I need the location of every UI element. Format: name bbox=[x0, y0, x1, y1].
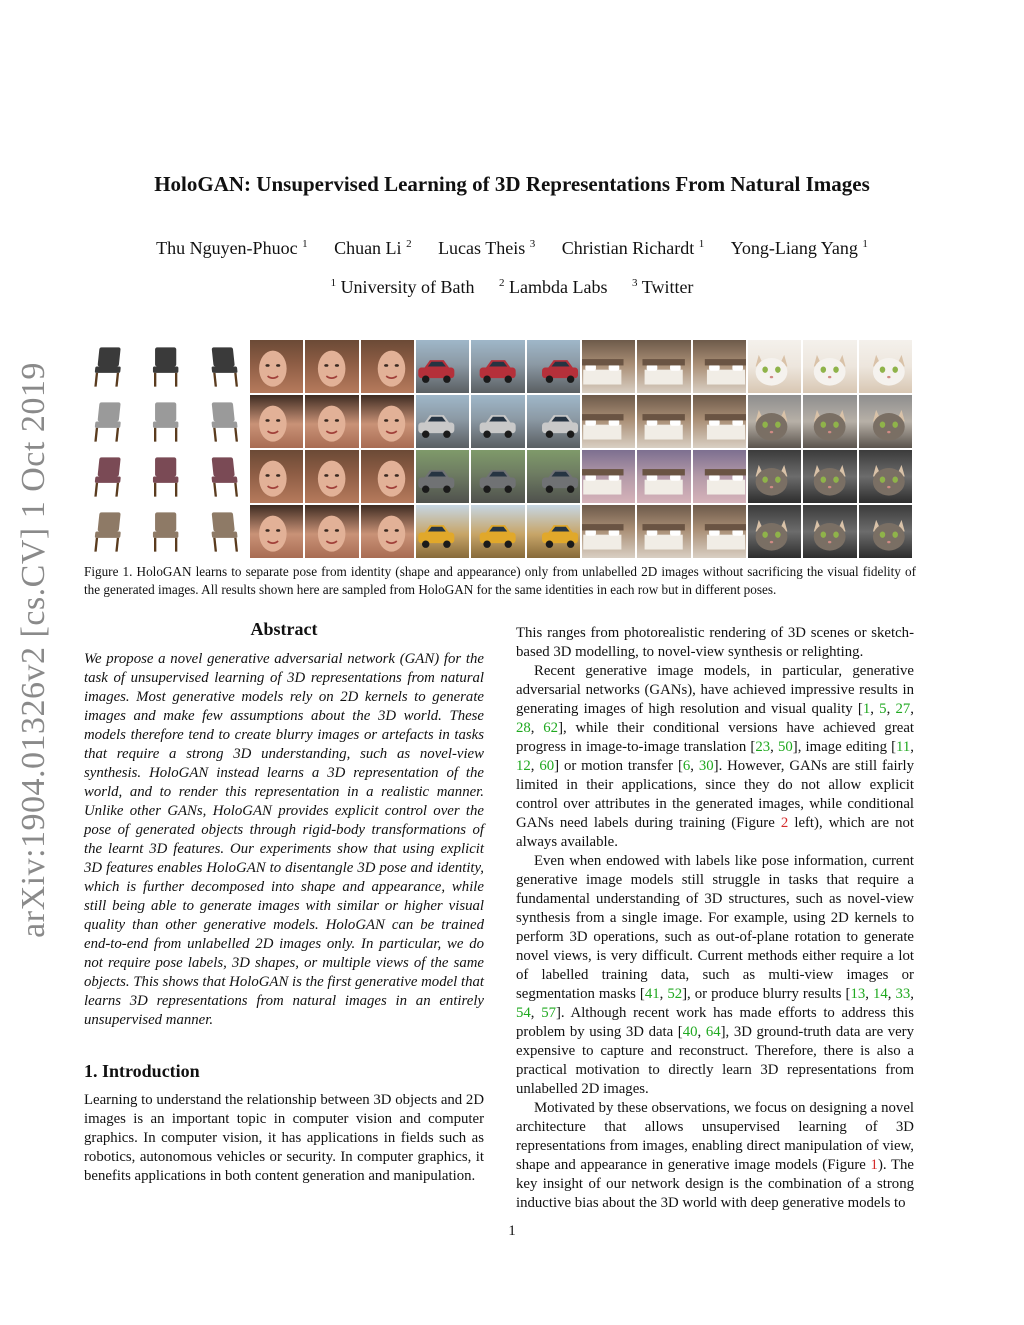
intro-paragraph: Learning to understand the relationship between 3D objects and 2D images is an important topic in computer vision and computer graphics. In computer vision, it has applications in fields such as robotics, autonomous vehicles or security. In computer graphics, it benefits applications in both content generation and manipulation. bbox=[84, 1092, 484, 1184]
author-list bbox=[0, 238, 1024, 259]
citation-link[interactable]: 14 bbox=[872, 986, 888, 1002]
figure-1-image-grid bbox=[84, 340, 912, 558]
citation-link[interactable]: 5 bbox=[879, 701, 887, 717]
author: Christian Richardt $^1$ bbox=[561, 238, 705, 258]
faces-sample-image bbox=[250, 450, 303, 503]
cars-sample-image bbox=[471, 340, 524, 393]
cars-sample-image bbox=[471, 395, 524, 448]
chairs-sample-image bbox=[139, 340, 192, 393]
right-column bbox=[516, 624, 914, 1213]
intro-paragraph: Recent generative image models, in particular, generative adversarial networks (GANs), have achieved impressive results in generating images of high resolution and visual quality [1, 5, 27, 28, 62], while their conditional versions have achieved great progress in image-to-image translation [23, 50], image editing [11, 12, 60] or motion transfer [6, 30]. However, GANs are still fairly limited in their applications, since they do not allow explicit control over attributes in the generated images, while conditional GANs need labels during training (Figure 2 left), which are not always available. bbox=[516, 663, 914, 850]
chairs-sample-image bbox=[195, 450, 248, 503]
citation-link[interactable]: 40 bbox=[682, 1024, 698, 1040]
citation-link[interactable]: 41 bbox=[644, 986, 660, 1002]
citation-link[interactable]: 12 bbox=[516, 758, 531, 774]
author: Yong-Liang Yang $^1$ bbox=[730, 238, 868, 258]
chairs-sample-image bbox=[84, 395, 137, 448]
citation-link[interactable]: 62 bbox=[543, 720, 559, 736]
cats-sample-image bbox=[803, 450, 856, 503]
cats-sample-image bbox=[748, 395, 801, 448]
bedrooms-sample-image bbox=[693, 395, 746, 448]
cars-sample-image bbox=[527, 340, 580, 393]
author: Lucas Theis $^3$ bbox=[438, 238, 536, 258]
citation-link[interactable]: 30 bbox=[698, 758, 714, 774]
cars-sample-image bbox=[416, 505, 469, 558]
citation-link[interactable]: 23 bbox=[755, 739, 771, 755]
citation-link[interactable]: 60 bbox=[539, 758, 555, 774]
faces-sample-image bbox=[361, 505, 414, 558]
citation-link[interactable]: 1 bbox=[862, 701, 871, 717]
cats-sample-image bbox=[859, 395, 912, 448]
cars-sample-image bbox=[527, 395, 580, 448]
chairs-sample-image bbox=[195, 340, 248, 393]
paper-title: HoloGAN: Unsupervised Learning of 3D Representations From Natural Images bbox=[154, 172, 870, 196]
bedrooms-sample-image bbox=[637, 450, 690, 503]
figure-caption: Figure 1. HoloGAN learns to separate pose from identity (shape and appearance) only from unlabelled 2D images without sacrificing the visual fidelity of the generated images. All results shown here are sampled from HoloGAN for the same identities in each row but in different poses. bbox=[84, 564, 916, 597]
citation-link[interactable]: 52 bbox=[667, 986, 683, 1002]
chairs-sample-image bbox=[84, 340, 137, 393]
affiliation-list bbox=[0, 277, 1024, 298]
author: Thu Nguyen-Phuoc $^1$ bbox=[156, 238, 308, 258]
left-column bbox=[84, 620, 484, 1186]
abstract-text: We propose a novel generative adversarial network (GAN) for the task of unsupervised learning of 3D representations from natural images. Most generative models rely on 2D kernels to generate images and make few assumptions about the 3D world. These models therefore tend to create blurry images or artefacts in tasks that require a strong 3D understanding, such as novel-view synthesis. HoloGAN instead learns a 3D representation of the world, and to render this representation in a realistic manner. Unlike other GANs, HoloGAN provides explicit control over the pose of generated objects through rigid-body transformations of the learnt 3D features. Our experiments show that using explicit 3D features enables HoloGAN to disentangle 3D pose and identity, which is further decomposed into shape and appearance, while still being able to generate images with similar or higher visual quality than other generative models. HoloGAN can be trained end-to-end from unlabelled 2D images only. In particular, we do not require pose labels, 3D shapes, or multiple views of the same objects. This shows that HoloGAN is the first generative model that learns 3D representations from natural images in an entirely unsupervised manner. bbox=[84, 651, 484, 1028]
cats-sample-image bbox=[748, 450, 801, 503]
faces-sample-image bbox=[361, 340, 414, 393]
affiliation: $^1$ University of Bath bbox=[330, 277, 475, 297]
chairs-sample-image bbox=[84, 450, 137, 503]
cats-sample-image bbox=[803, 395, 856, 448]
bedrooms-sample-image bbox=[582, 340, 635, 393]
cats-sample-image bbox=[859, 450, 912, 503]
citation-link[interactable]: 13 bbox=[850, 986, 866, 1002]
intro-paragraph: Even when endowed with labels like pose information, current generative image models still struggle in tasks that require a fundamental understanding of 3D structures, such as novel-view synthesis from a single image. For example, using 2D kernels to perform 3D operations, such as out-of-plane rotation to generate novel views, is very difficult. Current methods either require a lot of labelled training data, such as multi-view images or segmentation masks [41, 52], or produce blurry results [13, 14, 33, 54, 57]. Although recent work has made efforts to address this problem by using 3D data [40, 64], 3D ground-truth data are very expensive to capture and reconstruct. Therefore, there is also a practical motivation to directly learn 3D representations from unlabelled 2D images. bbox=[516, 853, 915, 1097]
chairs-sample-image bbox=[84, 505, 137, 558]
chairs-sample-image bbox=[139, 450, 192, 503]
figure-link[interactable]: 2 bbox=[780, 815, 789, 831]
bedrooms-sample-image bbox=[582, 395, 635, 448]
chairs-sample-image bbox=[139, 505, 192, 558]
bedrooms-sample-image bbox=[637, 505, 690, 558]
chairs-sample-image bbox=[195, 505, 248, 558]
cars-sample-image bbox=[527, 505, 580, 558]
citation-link[interactable]: 64 bbox=[705, 1024, 721, 1040]
affiliation: $^3$ Twitter bbox=[632, 277, 694, 297]
bedrooms-sample-image bbox=[637, 395, 690, 448]
citation-link[interactable]: 11 bbox=[896, 739, 911, 755]
bedrooms-sample-image bbox=[582, 450, 635, 503]
citation-link[interactable]: 6 bbox=[682, 758, 691, 774]
citation-link[interactable]: 54 bbox=[516, 1005, 531, 1021]
arxiv-id: arXiv:1904.01326v2 [cs.CV] 1 Oct 2019 bbox=[15, 362, 52, 938]
cars-sample-image bbox=[527, 450, 580, 503]
bedrooms-sample-image bbox=[693, 450, 746, 503]
author: Chuan Li $^2$ bbox=[334, 238, 412, 258]
faces-sample-image bbox=[305, 505, 358, 558]
cats-sample-image bbox=[803, 340, 856, 393]
bedrooms-sample-image bbox=[693, 340, 746, 393]
faces-sample-image bbox=[305, 450, 358, 503]
faces-sample-image bbox=[305, 395, 358, 448]
citation-link[interactable]: 50 bbox=[777, 739, 793, 755]
chairs-sample-image bbox=[195, 395, 248, 448]
affiliation: $^2$ Lambda Labs bbox=[499, 277, 608, 297]
cars-sample-image bbox=[471, 450, 524, 503]
cars-sample-image bbox=[416, 395, 469, 448]
faces-sample-image bbox=[361, 395, 414, 448]
figure-link[interactable]: 1 bbox=[870, 1157, 878, 1173]
faces-sample-image bbox=[361, 450, 414, 503]
arxiv-stamp bbox=[2, 360, 66, 940]
cats-sample-image bbox=[859, 505, 912, 558]
bedrooms-sample-image bbox=[582, 505, 635, 558]
citation-link[interactable]: 27 bbox=[895, 701, 911, 717]
citation-link[interactable]: 33 bbox=[895, 986, 911, 1002]
cats-sample-image bbox=[748, 505, 801, 558]
cars-sample-image bbox=[471, 505, 524, 558]
section-heading: 1. Introduction bbox=[84, 1061, 200, 1081]
intro-paragraph: This ranges from photorealistic rendering of 3D scenes or sketch-based 3D modelling, to novel-view synthesis or relighting. bbox=[516, 625, 914, 660]
cats-sample-image bbox=[859, 340, 912, 393]
cats-sample-image bbox=[803, 505, 856, 558]
cars-sample-image bbox=[416, 450, 469, 503]
abstract-heading: Abstract bbox=[250, 619, 318, 639]
cars-sample-image bbox=[416, 340, 469, 393]
bedrooms-sample-image bbox=[637, 340, 690, 393]
intro-paragraph: Motivated by these observations, we focus on designing a novel architecture that allows unsupervised learning of 3D representations from images, enabling direct manipulation of view, shape and appearance in generative image models (Figure 1). The key insight of our network design is the combination of a strong inductive bias about the 3D world with deep generative models to bbox=[516, 1100, 914, 1211]
citation-link[interactable]: 57 bbox=[541, 1005, 556, 1021]
page-number: 1 bbox=[508, 1223, 516, 1239]
faces-sample-image bbox=[250, 340, 303, 393]
faces-sample-image bbox=[250, 505, 303, 558]
faces-sample-image bbox=[305, 340, 358, 393]
cats-sample-image bbox=[748, 340, 801, 393]
chairs-sample-image bbox=[139, 395, 192, 448]
bedrooms-sample-image bbox=[693, 505, 746, 558]
faces-sample-image bbox=[250, 395, 303, 448]
citation-link[interactable]: 28 bbox=[516, 720, 531, 736]
